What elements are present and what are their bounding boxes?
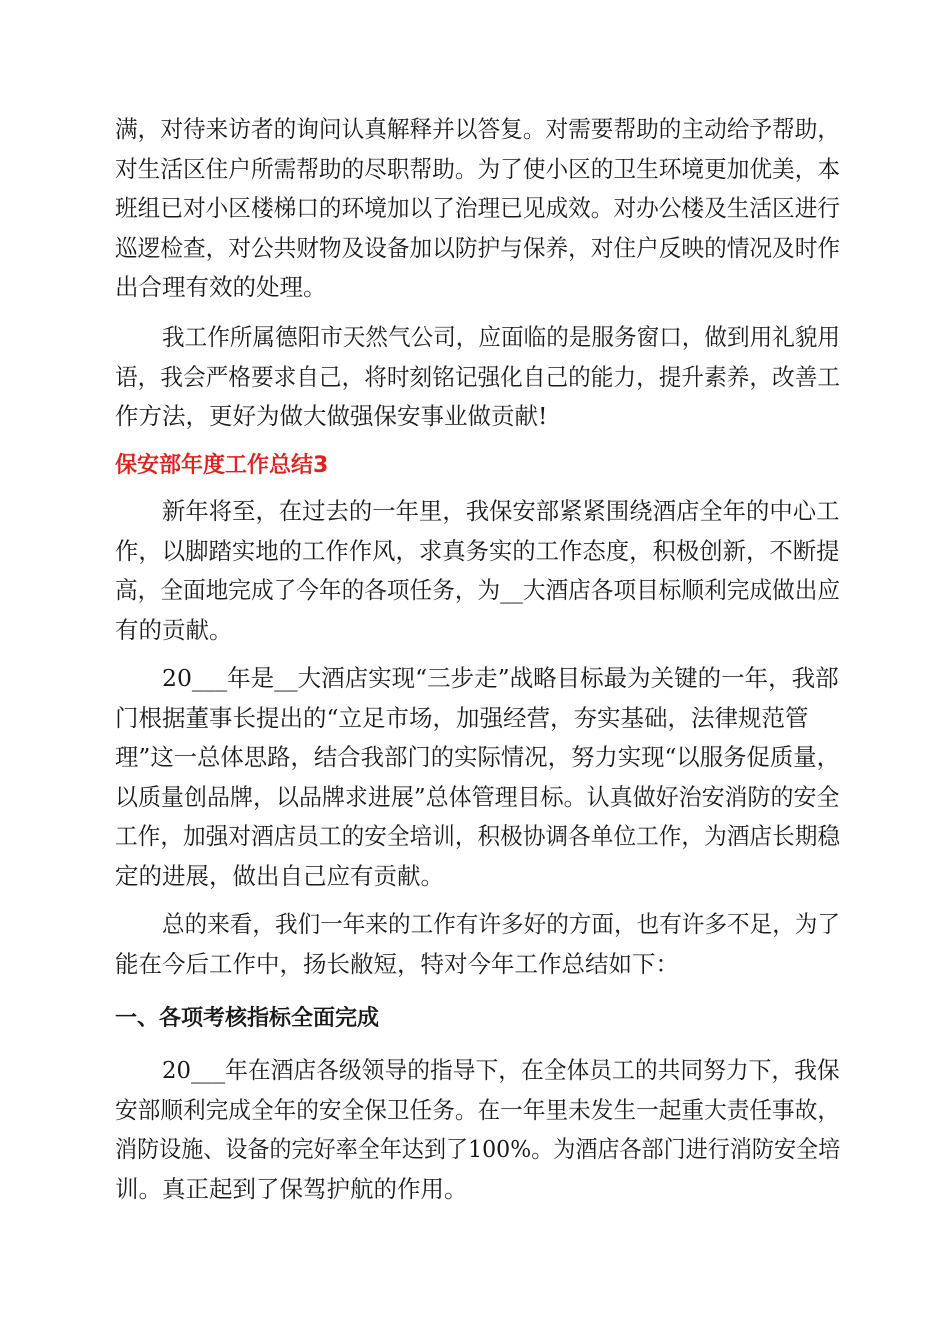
- paragraph-5: [115, 905, 840, 984]
- text-line: 语，我会严格要求自己，将时刻铭记强化自己的能力，提升素养，改善工: [115, 362, 841, 391]
- section-heading: 保安部年度工作总结3: [115, 453, 329, 478]
- text-line: 理”这一总体思路，结合我部门的实际情况，努力实现“以服务促质量，: [115, 743, 841, 771]
- text-line: 满，对待来访者的询问认真解释并以答复。对需要帮助的主动给予帮助，: [115, 115, 841, 143]
- item-heading: 一、各项考核指标全面完成: [115, 1006, 380, 1031]
- text-line: 作，以脚踏实地的工作作风，求真务实的工作态度，积极创新，不断提: [115, 536, 840, 565]
- text-line: 门根据董事长提出的“立足市场，加强经营，夯实基础，法律规范管: [115, 703, 809, 732]
- text-line: 作方法，更好为做大做强保安事业做贡献!: [115, 402, 548, 430]
- text-line: 训。真正起到了保驾护航的作用。: [115, 1174, 468, 1203]
- text-line: 定的进展，做出自己应有贡献。: [115, 861, 444, 890]
- text-line: 高，全面地完成了今年的各项任务，为__大酒店各项目标顺利完成做出应: [115, 576, 841, 604]
- paragraph-3: [115, 492, 840, 650]
- text-line: 出合理有效的处理。: [115, 273, 327, 301]
- text-line: 以质量创品牌，以品牌求进展”总体管理目标。认真做好治安消防的安全: [115, 782, 840, 811]
- text-line: 总的来看，我们一年来的工作有许多好的方面，也有许多不足，为了: [162, 910, 840, 938]
- text-line: 20___年是__大酒店实现“三步走”战略目标最为关键的一年，我部: [162, 664, 839, 692]
- text-line: 20___年在酒店各级领导的指导下，在全体员工的共同努力下，我保: [162, 1056, 840, 1084]
- text-line: 巡逻检查，对公共财物及设备加以防护与保养，对住户反映的情况及时作: [115, 233, 841, 262]
- text-line: 有的贡献。: [115, 615, 233, 644]
- text-line: 安部顺利完成全年的安全保卫任务。在一年里未发生一起重大责任事故，: [115, 1095, 841, 1124]
- text-line: 能在今后工作中，扬长敝短，特对今年工作总结如下：: [115, 949, 679, 978]
- paragraph-6: [115, 1051, 840, 1209]
- text-line: 我工作所属德阳市天然气公司，应面临的是服务窗口，做到用礼貌用: [162, 323, 840, 351]
- paragraph-4: [115, 659, 840, 896]
- paragraph-2: [115, 318, 840, 437]
- text-line: 工作，加强对酒店员工的安全培训，积极协调各单位工作，为酒店长期稳: [115, 822, 841, 850]
- paragraph-1: [115, 110, 840, 308]
- text-line: 班组已对小区楼梯口的环境加以了治理已见成效。对办公楼及生活区进行: [115, 194, 841, 222]
- text-line: 消防设施、设备的完好率全年达到了100%。为酒店各部门进行消防安全培: [115, 1135, 841, 1163]
- text-line: 新年将至，在过去的一年里，我保安部紧紧围绕酒店全年的中心工: [162, 497, 840, 525]
- text-line: 对生活区住户所需帮助的尽职帮助。为了使小区的卫生环境更加优美，本: [115, 154, 841, 183]
